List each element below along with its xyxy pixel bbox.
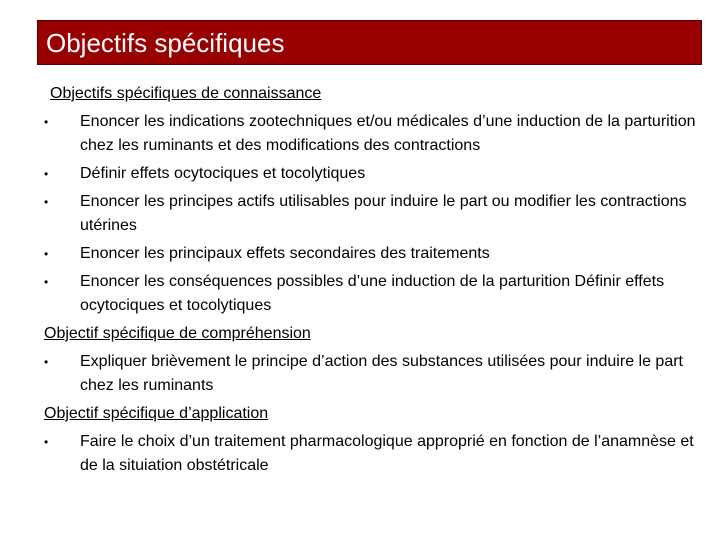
list-item-text: Enoncer les principes actifs utilisables pour induire le part ou modifier les contractions utérines: [80, 193, 687, 234]
section-heading-application: Objectif spécifique d’application: [44, 405, 269, 422]
bullet-icon: •: [44, 275, 49, 289]
list-item-text: Enoncer les indications zootechniques et/ou médicales d’une induction de la parturition chez les ruminants et des modifications des contractions: [80, 113, 696, 154]
bullet-icon: •: [44, 355, 49, 369]
title-bar: [37, 20, 702, 65]
bullet-icon: •: [44, 247, 49, 261]
bullet-icon: •: [44, 167, 49, 181]
bullet-icon: •: [44, 195, 49, 209]
list-item-text: Faire le choix d’un traitement pharmacologique approprié en fonction de l’anamnèse et de la situiation obstétricale: [80, 433, 694, 474]
list-item-text: Expliquer brièvement le principe d’action des substances utilisées pour induire le part chez les ruminants: [80, 353, 683, 394]
list-item-text: Définir effets ocytociques et tocolytiques: [80, 165, 366, 182]
list-item-text: Enoncer les principaux effets secondaires des traitements: [80, 245, 490, 262]
section-heading-connaissance: Objectifs spécifiques de connaissance: [50, 85, 322, 102]
bullet-icon: •: [44, 115, 49, 129]
list-item-text: Enoncer les conséquences possibles d’une induction de la parturition Définir effets ocytociques et tocolytiques: [80, 273, 665, 314]
bullet-icon: •: [44, 435, 49, 449]
section-heading-comprehension: Objectif spécifique de compréhension: [44, 325, 311, 342]
slide-title: Objectifs spécifiques: [46, 28, 285, 58]
